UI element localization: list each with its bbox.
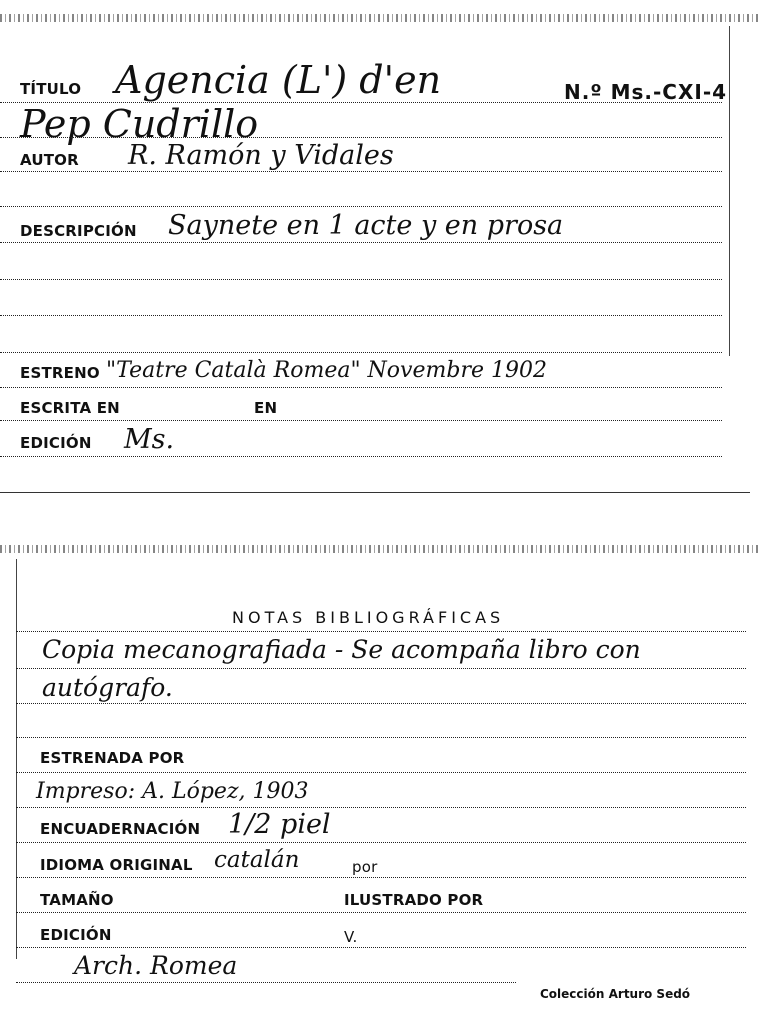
card-top-edge: [0, 14, 759, 22]
notes-line2: autógrafo.: [42, 673, 173, 702]
rule-edicion-bottom: [16, 947, 746, 948]
rule-notes1: [16, 668, 746, 669]
rule-estreno: [0, 387, 722, 388]
descripcion-value: Saynete en 1 acte y en prosa: [168, 210, 564, 241]
titulo-label: TÍTULO: [20, 80, 82, 98]
estrenada-label: ESTRENADA POR: [40, 749, 185, 767]
ilustrado-label: ILUSTRADO POR: [344, 891, 484, 909]
notes-line1: Copia mecanografiada - Se acompaña libro con: [42, 635, 641, 664]
catalog-number: N.º Ms.-CXI-4: [564, 80, 728, 104]
idioma-value: catalán: [214, 847, 300, 873]
encuadernacion-label: ENCUADERNACIÓN: [40, 820, 201, 838]
catalog-card-bottom: [0, 535, 759, 1028]
rule-titulo-2: [0, 137, 722, 138]
rule-escrita: [0, 420, 722, 421]
autor-value: R. Ramón y Vidales: [128, 140, 394, 171]
archive-value: Arch. Romea: [74, 951, 238, 980]
rule-notes2: [16, 703, 746, 704]
v-label: V.: [344, 928, 358, 946]
titulo-value-line2: Pep Cudrillo: [20, 102, 259, 146]
tamano-label: TAMAÑO: [40, 891, 114, 909]
rule-blank-4: [0, 352, 722, 353]
card-top-bottom-edge: [0, 492, 750, 493]
escrita-label: ESCRITA EN: [20, 399, 120, 417]
rule-blank-1: [0, 206, 722, 207]
titulo-value-line1: Agencia (L') d'en: [115, 58, 442, 102]
rule-blank-3: [0, 315, 722, 316]
rule-archive: [16, 982, 516, 983]
rule-tamano: [16, 912, 746, 913]
notas-heading: NOTAS BIBLIOGRÁFICAS: [232, 608, 505, 627]
encuadernacion-value: 1/2 piel: [228, 809, 331, 840]
autor-label: AUTOR: [20, 151, 79, 169]
rule-idioma: [16, 877, 746, 878]
edicion-bottom-label: EDICIÓN: [40, 926, 112, 944]
edicion-value: Ms.: [124, 424, 175, 455]
por-label: por: [352, 858, 378, 876]
descripcion-label: DESCRIPCIÓN: [20, 222, 137, 240]
rule-descripcion: [0, 242, 722, 243]
rule-blank-5: [16, 737, 746, 738]
idioma-label: IDIOMA ORIGINAL: [40, 856, 193, 874]
rule-estrenada: [16, 772, 746, 773]
card-bottom-edge: [0, 545, 759, 553]
rule-edicion: [0, 456, 722, 457]
card-left-border: [16, 559, 17, 959]
rule-autor: [0, 171, 722, 172]
rule-impreso: [16, 807, 746, 808]
estreno-value: "Teatre Català Romea" Novembre 1902: [106, 358, 547, 383]
estreno-label: ESTRENO: [20, 364, 100, 382]
edicion-label: EDICIÓN: [20, 434, 92, 452]
card-right-border: [729, 26, 730, 356]
rule-heading: [16, 631, 746, 632]
impreso-value: Impreso: A. López, 1903: [36, 779, 309, 804]
en-label: EN: [254, 399, 278, 417]
collection-credit: Colección Arturo Sedó: [540, 987, 691, 1001]
rule-blank-2: [0, 279, 722, 280]
catalog-card-top: [0, 0, 759, 495]
rule-encuadernacion: [16, 842, 746, 843]
